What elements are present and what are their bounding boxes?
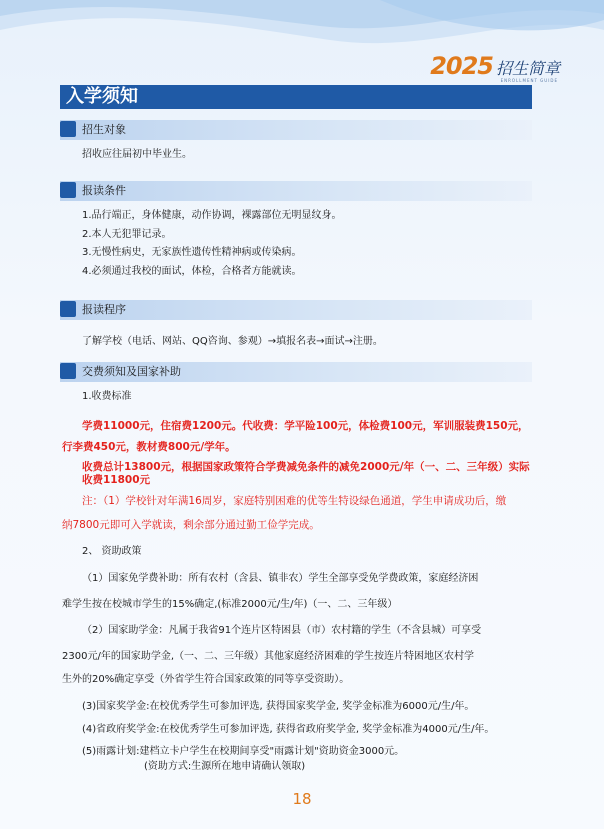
fee-note-line: 注：（1）学校针对年满16周岁，家庭特别困难的优等生特设绿色通道，学生申请成功后，缴	[82, 495, 507, 507]
section-label: 交费须知及国家补助	[82, 365, 181, 378]
condition-item: 1.品行端正，身体健康，动作协调，裸露部位无明显纹身。	[82, 210, 342, 221]
page-title: 入学须知	[60, 85, 532, 109]
aid-text: （1）国家免学费补助：所有农村（含县、镇非农）学生全部享受免学费政策，家庭经济困	[82, 573, 479, 584]
aid-text: （2）国家助学金：凡属于我省91个连片区特困县（市）农村籍的学生（不含县城）可享受	[82, 625, 482, 636]
fee-heading: 1.收费标准	[82, 391, 132, 402]
section-label: 报读条件	[82, 184, 126, 197]
section-label: 报读程序	[82, 303, 126, 316]
aid-text: (4)省政府奖学金:在校优秀学生可参加评选, 获得省政府奖学金, 奖学金标准为4000元/生/年。	[82, 724, 495, 735]
condition-item: 4.必须通过我校的面试，体检，合格者方能就读。	[82, 266, 302, 277]
aid-text: 生外的20%确定享受（外省学生符合国家政策的同等享受资助）。	[62, 674, 350, 685]
aid-text: 难学生按在校城市学生的15%确定,(标准2000元/生/年)（一、二、三年级）	[62, 599, 398, 610]
section-header-fees	[60, 362, 532, 382]
square-bullet-icon	[60, 363, 76, 379]
fee-line: 行李费450元，教材费800元/学年。	[62, 441, 236, 453]
section-header-procedure	[60, 300, 532, 320]
brand-logo	[430, 52, 560, 80]
condition-item: 3.无慢性病史，无家族性遗传性精神病或传染病。	[82, 247, 302, 258]
procedure-text: 了解学校（电话、网站、QQ咨询、参观）→填报名表→面试→注册。	[82, 336, 383, 347]
square-bullet-icon	[60, 121, 76, 137]
aid-text: (5)雨露计划:建档立卡户学生在校期间享受"雨露计划"资助资金3000元。	[82, 746, 405, 757]
target-text: 招收应往届初中毕业生。	[82, 149, 192, 160]
fee-total-line: 收费11800元	[82, 474, 151, 486]
brand-subtitle: ENROLLMENT GUIDE	[500, 78, 558, 83]
aid-text: (资助方式:生源所在地申请确认领取)	[144, 761, 306, 772]
square-bullet-icon	[60, 301, 76, 317]
condition-item: 2.本人无犯罪记录。	[82, 229, 172, 240]
page-number: 18	[292, 790, 312, 808]
section-header-conditions	[60, 181, 532, 201]
fee-note-line: 纳7800元即可入学就读，剩余部分通过勤工俭学完成。	[62, 519, 320, 531]
section-header-target	[60, 120, 532, 140]
aid-text: 2300元/年的国家助学金,（一、二、三年级）其他家庭经济困难的学生按连片特困地区农村学	[62, 651, 474, 662]
square-bullet-icon	[60, 182, 76, 198]
fee-total-line: 收费总计13800元，根据国家政策符合学费减免条件的减免2000元/年（一、二、三年级）实际	[82, 461, 530, 473]
section-label: 招生对象	[82, 123, 126, 136]
brand-year: 2025	[430, 52, 493, 80]
aid-text: (3)国家奖学金:在校优秀学生可参加评选, 获得国家奖学金, 奖学金标准为6000元/生/年。	[82, 701, 475, 712]
brand-title: 招生简章	[495, 59, 560, 78]
aid-heading: 2、 资助政策	[82, 546, 142, 557]
fee-line: 学费11000元，住宿费1200元。代收费：学平险100元，体检费100元，军训服装费150元，	[82, 420, 529, 432]
